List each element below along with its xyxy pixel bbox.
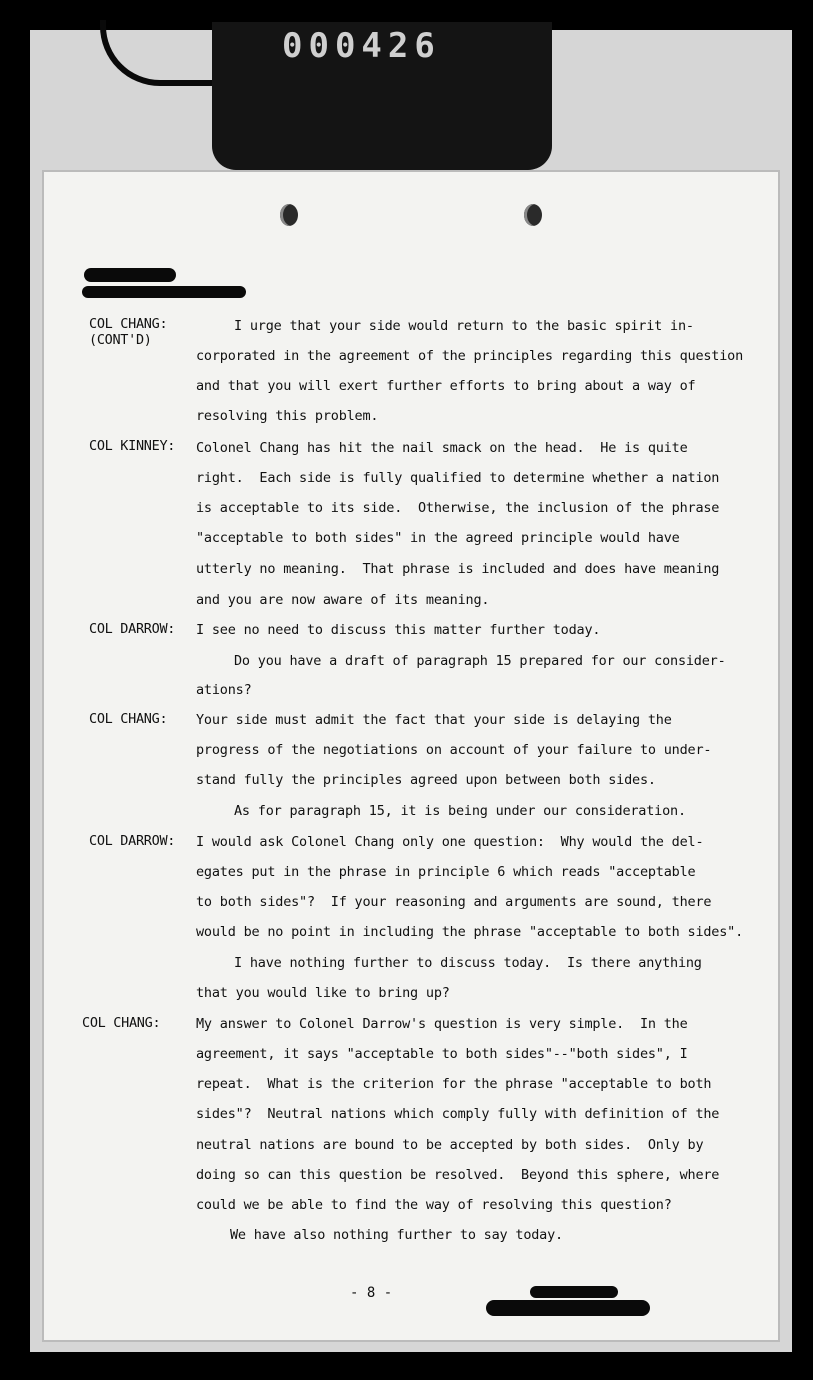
text-line: right. Each side is fully qualified to determine whether a nation (196, 470, 720, 486)
speaker-label: COL KINNEY: (89, 438, 176, 454)
text-line: We have also nothing further to say today. (230, 1227, 563, 1243)
text-line: repeat. What is the criterion for the phrase "acceptable to both (196, 1076, 712, 1092)
speaker-label: COL CHANG: (89, 711, 168, 727)
redaction-mark-bottom-2 (486, 1300, 650, 1316)
speaker-label: COL CHANG: (82, 1015, 161, 1031)
text-line: could we be able to find the way of resolving this question? (196, 1197, 672, 1213)
redaction-mark-bottom-1 (530, 1286, 618, 1298)
punch-hole-left (280, 204, 298, 226)
text-line: I would ask Colonel Chang only one question: Why would the del- (196, 834, 704, 850)
text-line: I see no need to discuss this matter further today. (196, 622, 601, 638)
text-line: I have nothing further to discuss today. Is there anything (234, 955, 702, 971)
text-line: and that you will exert further efforts to bring about a way of (196, 378, 696, 394)
text-line: corporated in the agreement of the principles regarding this question (196, 348, 744, 364)
text-line: is acceptable to its side. Otherwise, the inclusion of the phrase (196, 500, 720, 516)
text-line: progress of the negotiations on account of your failure to under- (196, 742, 712, 758)
text-line: doing so can this question be resolved. Beyond this sphere, where (196, 1167, 720, 1183)
text-line: utterly no meaning. That phrase is included and does have meaning (196, 561, 720, 577)
text-line: Colonel Chang has hit the nail smack on the head. He is quite (196, 440, 688, 456)
text-line: Your side must admit the fact that your side is delaying the (196, 712, 672, 728)
text-line: ations? (196, 682, 252, 698)
redaction-mark-top-1 (84, 268, 176, 282)
text-line: agreement, it says "acceptable to both sides"--"both sides", I (196, 1046, 688, 1062)
text-line: sides"? Neutral nations which comply fully with definition of the (196, 1106, 720, 1122)
text-line: that you would like to bring up? (196, 985, 450, 1001)
text-line: stand fully the principles agreed upon between both sides. (196, 772, 656, 788)
text-line: egates put in the phrase in principle 6 which reads "acceptable (196, 864, 696, 880)
frame-counter-number: 000426 (282, 26, 441, 66)
text-line: resolving this problem. (196, 408, 379, 424)
speaker-label: COL CHANG: (CONT'D) (89, 316, 168, 348)
text-line: "acceptable to both sides" in the agreed principle would have (196, 530, 680, 546)
speaker-label: COL DARROW: (89, 833, 176, 849)
text-line: Do you have a draft of paragraph 15 prepared for our consider- (234, 653, 726, 669)
text-line: neutral nations are bound to be accepted by both sides. Only by (196, 1137, 704, 1153)
page-number: - 8 - (350, 1285, 393, 1301)
frame-counter (212, 22, 552, 170)
text-line: As for paragraph 15, it is being under our consideration. (234, 803, 686, 819)
redaction-mark-top-2 (82, 286, 246, 298)
text-line: and you are now aware of its meaning. (196, 592, 490, 608)
speaker-label: COL DARROW: (89, 621, 176, 637)
text-line: I urge that your side would return to the basic spirit in- (234, 318, 694, 334)
text-line: to both sides"? If your reasoning and arguments are sound, there (196, 894, 712, 910)
text-line: would be no point in including the phrase "acceptable to both sides". (196, 924, 744, 940)
document-page (44, 172, 778, 1340)
punch-hole-right (524, 204, 542, 226)
text-line: My answer to Colonel Darrow's question is very simple. In the (196, 1016, 688, 1032)
